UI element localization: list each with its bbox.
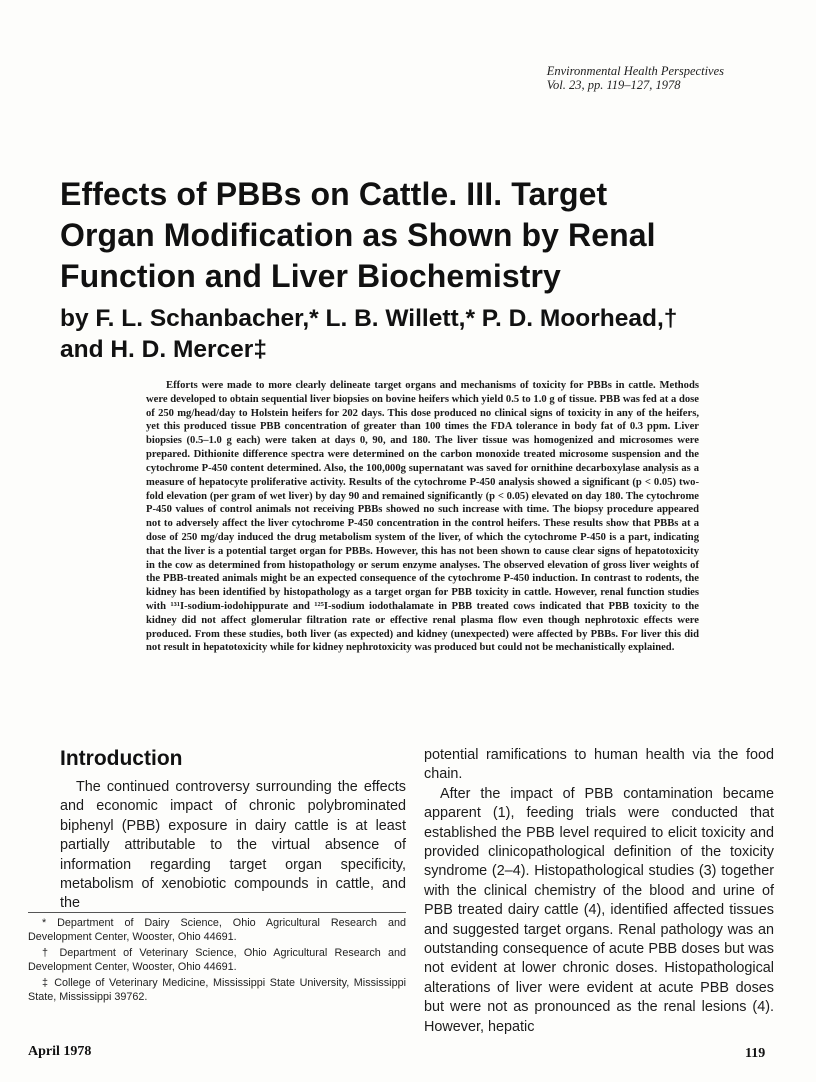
author-affiliations (28, 912, 406, 1008)
issue-date: April 1978 (28, 1044, 92, 1059)
journal-name: Environmental Health Perspectives (546, 64, 724, 78)
left-column (60, 746, 406, 914)
intro-continuation: potential ramifications to human health via the food chain. (424, 747, 774, 783)
author-line: and H. D. Mercer‡ (60, 336, 267, 363)
footnote: ‡ College of Veterinary Medicine, Mississippi State University, Mississippi State, Mississippi 39762. (28, 977, 406, 1003)
author-list (60, 303, 780, 365)
journal-volume: Vol. 23, pp. 119–127, 1978 (546, 78, 681, 92)
title-line: Effects of PBBs on Cattle. III. Target (60, 176, 608, 212)
author-line: by F. L. Schanbacher,* L. B. Willett,* P. D. Moorhead,† (60, 305, 678, 332)
paper-title (60, 174, 780, 297)
intro-paragraph: The continued controversy surrounding the effects and economic impact of chronic polybrominated biphenyl (PBB) exposure in dairy cattle is at least partially attributable to the virtual absence of information regarding target organ specificity, metabolism of xenobiotic compounds in cattle, and the (60, 779, 406, 912)
abstract (146, 379, 699, 655)
title-line: Function and Liver Biochemistry (60, 258, 561, 294)
title-line: Organ Modification as Shown by Renal (60, 217, 656, 253)
section-heading-introduction: Introduction (60, 747, 183, 770)
footnote: * Department of Dairy Science, Ohio Agricultural Research and Development Center, Wooster, Ohio 44691. (28, 917, 406, 943)
right-column (424, 746, 774, 1037)
abstract-text: Efforts were made to more clearly delineate target organs and mechanisms of toxicity for PBBs in cattle. Methods were developed to obtain sequential liver biopsies on bovine heifers which yield 0.5 to 1.0 g of tissue. PBB was fed at a dose of 250 mg/head/day to Holstein heifers for 202 days. This dose produced no clinical signs of toxicity in any of the heifers, yet this produced tissue PBB concentration of greater than 100 times the FDA tolerance in body fat of 0.3 ppm. Liver biopsies (0.5–1.0 g each) were taken at days 0, 90, and 180. The liver tissue was homogenized and microsomes were prepared. Dithionite difference spectra were determined on the carbon monoxide treated microsome suspension and the cytochrome P-450 content determined. Also, the 100,000g supernatant was saved for ornithine decarboxylase analysis as a measure of hepatocyte proliferative activity. Results of the cytochrome P-450 analysis showed a significant (p < 0.05) two-fold elevation (per gram of wet liver) by day 90 and remained significantly (p < 0.05) elevated on day 180. The cytochrome P-450 values of control animals not receiving PBBs showed no such increase with time. The biopsy procedure appeared not to adversely affect the liver cytochrome P-450 concentration in the control heifers. These results show that PBBs at a dose of 250 mg/day induced the drug metabolism system of the liver, of which the cytochrome P-450 is a part, indicating that the liver is a potential target organ for PBBs. However, this has not been shown to cause clear signs of hepatotoxicity in the cow as determined from histopathology or serum enzyme analyses. The observed elevation of gross liver weights of the PBB-treated animals might be an expected consequence of the cytochrome P-450 induction. In contrast to rodents, the kidney has been identified by histopathology as a target organ for PBB toxicity in cattle. However, renal function studies with ¹³¹I-sodium-iodohippurate and ¹²⁵I-sodium iodothalamate in PBB treated cows indicated that PBB toxicity to the kidney did not affect glomerular filtration rate or effective renal plasma flow even though nephrotoxic effects were produced. From these studies, both liver (as expected) and kidney (unexpected) were affected by PBBs. For liver this did not result in hepatotoxicity while for kidney nephrotoxicity was produced but could not be mechanistically explained. (146, 380, 699, 654)
intro-paragraph: After the impact of PBB contamination became apparent (1), feeding trials were conducted that established the PBB level required to elicit toxicity and provided clinicopathological definition of the toxicity syndrome (2–4). Histopathological studies (3) together with the clinical chemistry of the blood and urine of PBB treated dairy cattle (4), identified affected tissues and suggested target organs. Renal pathology was an outstanding consequence of acute PBB doses but was not evident at lower chronic doses. Histopathological alterations of liver were evident at acute PBB doses but were not as pronounced as the renal lesions (4). However, hepatic (424, 785, 774, 1035)
page-number: 119 (745, 1046, 766, 1061)
footnote: † Department of Veterinary Science, Ohio Agricultural Research and Development Center, Wooster, Ohio 44691. (28, 947, 406, 973)
journal-citation (547, 64, 724, 92)
